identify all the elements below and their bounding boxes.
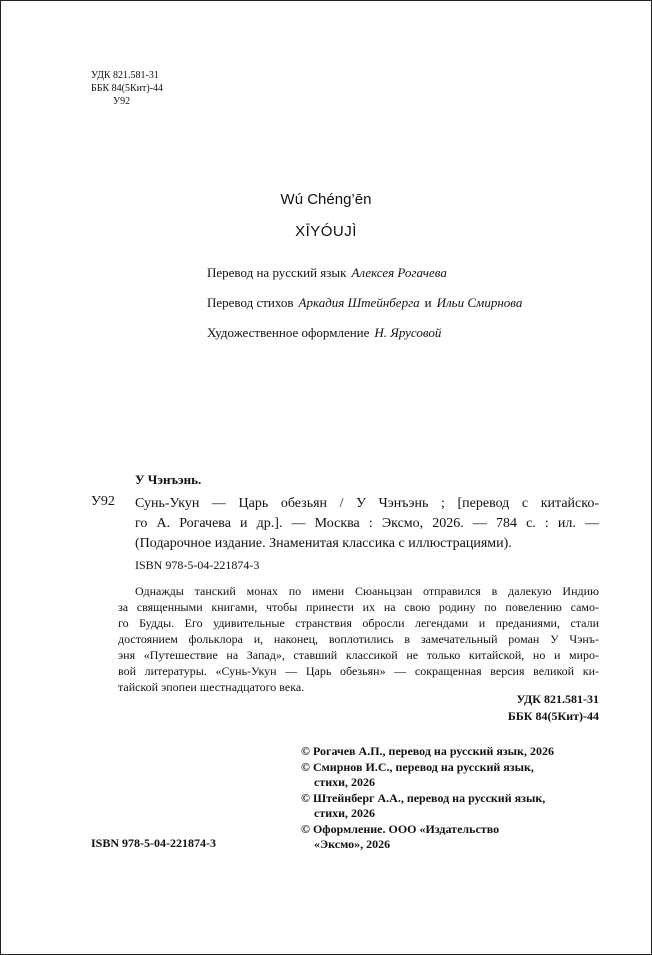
udk-code-bottom: УДК 821.581-31 xyxy=(516,692,599,706)
author-latin: Wú Chéng’ēn xyxy=(280,191,372,208)
copyright-line: «Эксмо», 2026 xyxy=(314,837,391,851)
annotation-line: за священными книгами, чтобы принести их на свою родину по повелению само- xyxy=(118,600,599,614)
credit-poems-and: и xyxy=(424,295,432,310)
copyright-line: © Смирнов И.С., перевод на русский язык, xyxy=(301,759,534,774)
catalog-line: Сунь-Укун — Царь обезьян / У Чэнъэнь ; [перевод с китайско- xyxy=(135,496,599,511)
catalog-description xyxy=(135,494,599,554)
annotation-line: эня «Путешествие на Запад», ставший классикой не только китайской, но и миро- xyxy=(118,648,599,662)
catalog-line: (Подарочное издание. Знаменитая классика с иллюстрациями). xyxy=(135,536,512,551)
catalog-line: го А. Рогачева и др.]. — Москва : Эксмо, 2026. — 784 с. : ил. — xyxy=(135,516,599,531)
annotation-line: достоянием фольклора и, наконец, воплотились в замечательный роман У Чэнъ- xyxy=(118,632,599,646)
copyright-line: © Рогачев А.П., перевод на русский язык, 2026 xyxy=(301,744,554,758)
credit-poems-name1: Аркадия Штейнберга xyxy=(298,295,420,310)
credit-poems xyxy=(207,295,522,325)
copyright-line: © Оформление. ООО «Издательство xyxy=(301,821,500,836)
annotation-line: Однажды танский монах по имени Сюаньцзан отправился в далекую Индию xyxy=(135,584,599,598)
bottom-classification-codes xyxy=(471,691,599,725)
annotation xyxy=(118,583,599,695)
credit-translation xyxy=(207,265,522,295)
credits-block xyxy=(207,265,522,355)
annotation-line: тайской эпопеи шестнадцатого века. xyxy=(118,680,305,694)
credit-art-name: Н. Ярусовой xyxy=(374,325,442,340)
copyright-line: © Штейнберг А.А., перевод на русский язык, xyxy=(301,790,546,805)
credit-art-label: Художественное оформление xyxy=(207,325,370,340)
author-mark-code: У92 xyxy=(113,96,131,107)
title-latin: XĪYÓUJÌ xyxy=(295,223,357,240)
copyright-block xyxy=(301,744,601,853)
top-classification-codes xyxy=(91,69,163,108)
credit-poems-name2: Ильи Смирнова xyxy=(436,295,523,310)
copyright-line: стихи, 2026 xyxy=(314,806,376,820)
credit-art xyxy=(207,325,522,355)
udk-code: УДК 821.581-31 xyxy=(91,70,159,81)
catalog-author: У Чэнъэнь. xyxy=(135,472,202,487)
credit-poems-label: Перевод стихов xyxy=(207,295,294,310)
annotation-line: го Будды. Его удивительные странствия обросли легендами и преданиями, стали xyxy=(118,616,599,630)
bbk-code: ББК 84(5Кит)-44 xyxy=(91,83,164,94)
credit-translation-label: Перевод на русский язык xyxy=(207,265,347,280)
catalog-isbn: ISBN 978-5-04-221874-3 xyxy=(135,558,260,572)
copyright-line: стихи, 2026 xyxy=(314,775,376,789)
bbk-code-bottom: ББК 84(5Кит)-44 xyxy=(507,709,599,723)
credit-translation-name: Алексея Рогачева xyxy=(351,265,447,280)
catalog-code: У92 xyxy=(91,494,115,509)
isbn-bottom: ISBN 978-5-04-221874-3 xyxy=(91,836,216,850)
annotation-line: вой литературы. «Сунь-Укун — Царь обезьян» — сокращенная версия великой ки- xyxy=(118,664,599,678)
